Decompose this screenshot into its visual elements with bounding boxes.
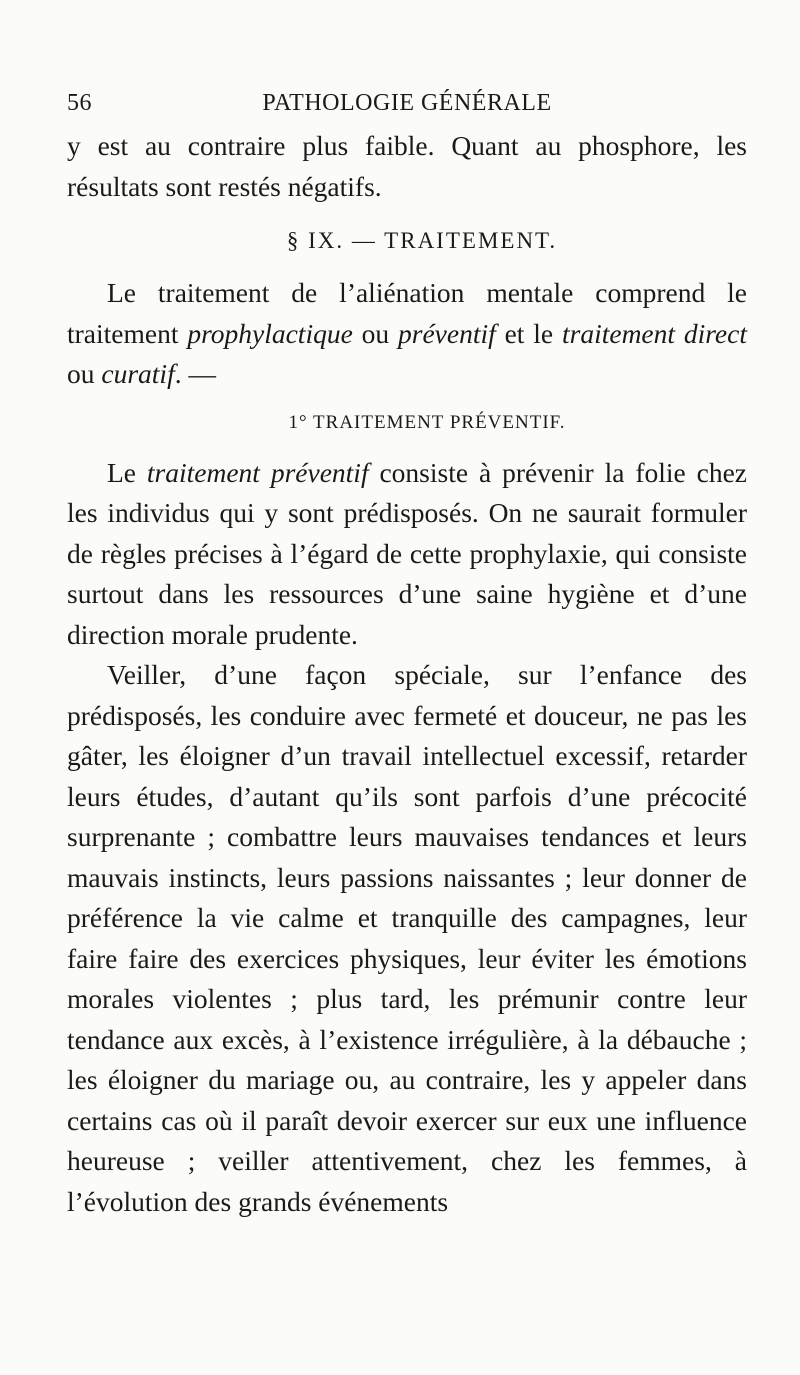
term-traitement-preventif: traitement préventif	[146, 456, 369, 488]
paragraph-3-text-1: Le	[107, 456, 147, 488]
page-number: 56	[67, 90, 92, 116]
subsection-heading: 1° TRAITEMENT PRÉVENTIF.	[288, 411, 566, 433]
term-traitement-direct: traitement direct	[561, 317, 747, 349]
paragraph-3-text-2: consiste à prévenir la folie chez les individus qui y sont prédisposés. On ne saurait formuler de règles précises à l’égard de cette prophylaxie, qui consiste surtout dans les ressources d’une saine hygiène et d’une direction morale prudente.	[67, 456, 747, 650]
running-head	[67, 86, 747, 120]
paragraph-2-text-3: et le	[495, 317, 562, 349]
term-preventif: préventif	[398, 317, 496, 349]
paragraph-3	[67, 453, 747, 656]
paragraph-4-text: Veiller, d’une façon spéciale, sur l’enfance des prédisposés, les conduire avec fermeté et douceur, ne pas les gâter, les éloigner d’un travail intellectuel excessif, retarder leurs études, d’autant qu’ils sont parfois d’une précocité surprenante ; combattre leurs mauvaises tendances et leurs mauvais instincts, leurs passions naissantes ; leur donner de préférence la vie calme et tranquille des campagnes, leur faire faire des exercices physiques, leur éviter les émotions morales violentes ; plus tard, les prémunir contre leur tendance aux excès, à l’existence irrégulière, à la débauche ; les éloigner du mariage ou, au contraire, les y appeler dans certains cas où il paraît devoir exercer sur eux une influence heureuse ; veiller attentivement, chez les femmes, à l’évolution des grands événements	[67, 659, 747, 1217]
term-curatif: curatif	[101, 358, 175, 389]
running-title: PATHOLOGIE GÉNÉRALE	[262, 90, 552, 116]
page-body	[67, 126, 747, 1222]
paragraph-2-text-2: ou	[352, 317, 398, 349]
paragraph-2-text-4: ou	[67, 358, 102, 389]
paragraph-1	[67, 126, 747, 207]
term-prophylactique: prophylactique	[187, 317, 353, 349]
paragraph-2-text-5: . —	[174, 358, 216, 389]
paragraph-2	[67, 273, 747, 395]
paragraph-4	[67, 655, 747, 1222]
section-heading: § IX. — TRAITEMENT.	[286, 228, 558, 253]
paragraph-2-text-1: Le traitement de l’aliénation mentale comprend le traitement	[67, 277, 747, 349]
paragraph-1-text: y est au contraire plus faible. Quant au phosphore, les résultats sont restés négatifs.	[67, 130, 747, 202]
